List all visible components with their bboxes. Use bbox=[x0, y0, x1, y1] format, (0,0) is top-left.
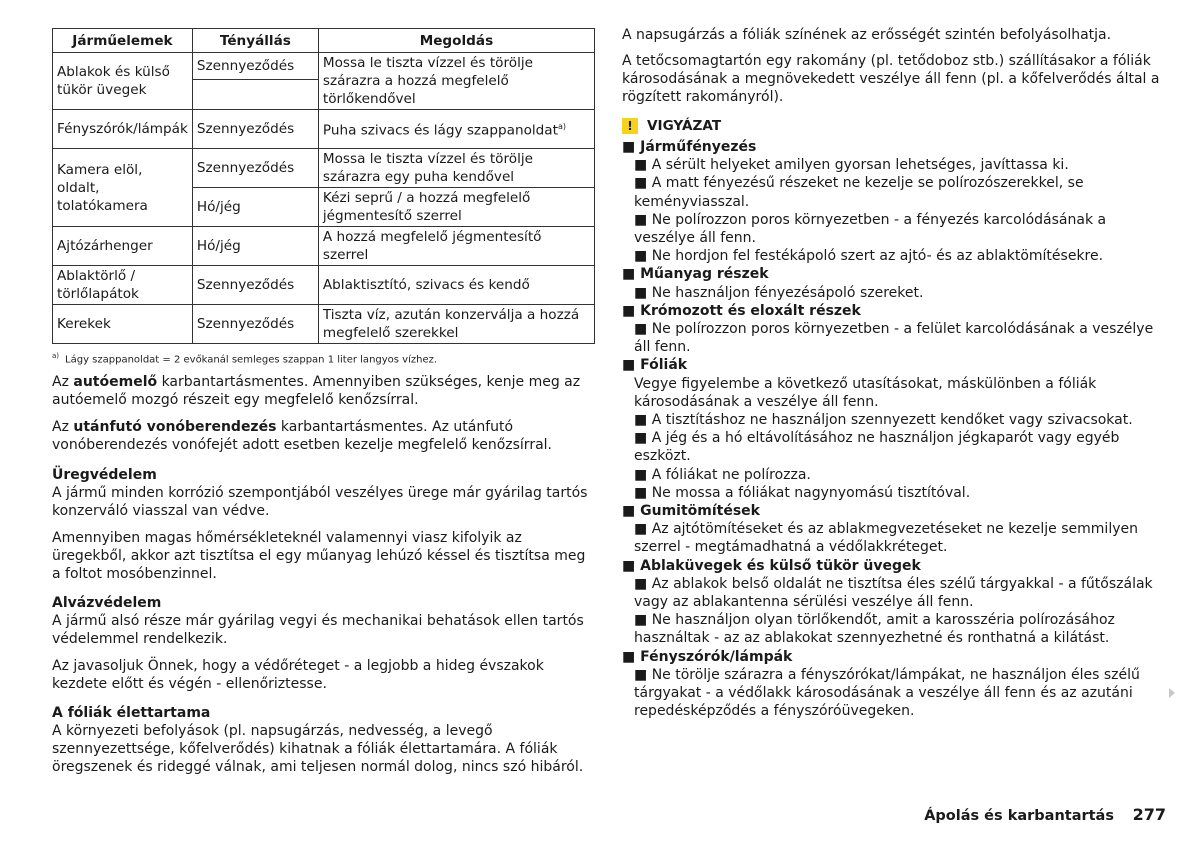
paragraph-wax: Amennyiben magas hőmérsékleteknél valamennyi viasz kifolyik az üregekből, akkor azt tisztítsa el egy műanyag lehúzó késsel és tisztítsa meg a foltot mosóbenzinnel. bbox=[52, 530, 586, 583]
list-item: ■ A tisztításhoz ne használjon szennyezett kendőket vagy szivacsokat. bbox=[634, 412, 1133, 429]
paragraph-foils: A környezeti befolyások (pl. napsugárzás, nedvesség, a levegő szennyezettsége, kőfelverődés) kihatnak a fóliák élettartamára. A fóliák öregszenek és rideggé válnak, ami teljesen normál dolog, nincs szó hibáról. bbox=[52, 723, 584, 776]
cell-solution: Mossa le tiszta vízzel és törölje szárazra a hozzá megfelelő törlőkendővel bbox=[318, 53, 594, 110]
cell-solution: Ablaktisztító, szivacs és kendő bbox=[318, 266, 594, 305]
cell-state-empty bbox=[192, 80, 318, 110]
section-title: ■ Fóliák bbox=[622, 357, 688, 374]
list-item: ■ A sérült helyeket amilyen gyorsan lehetséges, javíttassa ki. bbox=[634, 157, 1069, 174]
warning-section-paint bbox=[622, 138, 1167, 265]
heading-cavity: Üregvédelem bbox=[52, 467, 157, 484]
table-footnote bbox=[52, 352, 595, 365]
list-item: ■ Ne polírozzon poros környezetben - a fényezés karcolódásának a veszélye áll fenn. bbox=[634, 211, 1107, 247]
header-state: Tényállás bbox=[192, 29, 318, 53]
text: Az bbox=[52, 374, 74, 391]
list-item: ■ Az ablakok belső oldalát ne tisztítsa éles szélű tárgyakkal - a fűtőszálak vagy az ablakantenna sérülési veszélye áll fenn. bbox=[634, 575, 1153, 611]
heading-underbody: Alvázvédelem bbox=[52, 595, 162, 612]
left-column bbox=[52, 28, 595, 783]
cell-element: Ajtózárhenger bbox=[53, 227, 193, 266]
paragraph-check: Az javasoljuk Önnek, hogy a védőréteget - a legjobb a hideg évszakok kezdete előtt és végén - ellenőriztesse. bbox=[52, 658, 544, 693]
bold-term: utánfutó vonóberendezés bbox=[73, 419, 277, 436]
heading-foils: A fóliák élettartama bbox=[52, 705, 211, 722]
list-item: ■ Ne hordjon fel festékápoló szert az ajtó- és az ablaktömítésekre. bbox=[634, 248, 1104, 265]
header-solution: Megoldás bbox=[318, 29, 594, 53]
cell-solution: Kézi seprű / a hozzá megfelelő jégmentesítő szerrel bbox=[318, 188, 594, 227]
list-item: ■ A matt fényezésű részeket ne kezelje se polírozószerekkel, se keményviasszal. bbox=[634, 175, 1084, 210]
cell-solution bbox=[318, 110, 594, 149]
paragraph-towbar bbox=[52, 418, 595, 454]
cell-solution: Mossa le tiszta vízzel és törölje szárazra egy puha kendővel bbox=[318, 149, 594, 188]
cell-element: Ablaktörlő / törlőlapátok bbox=[53, 266, 193, 305]
list-item: ■ Az ajtótömítéseket és az ablakmegvezetéseket ne kezelje semmilyen szerrel - megtámadhatná a védőlakkréteget. bbox=[634, 521, 1138, 556]
warning-section-lights bbox=[622, 648, 1167, 721]
cell-state: Hó/jég bbox=[192, 227, 318, 266]
section-title: ■ Ablaküvegek és külső tükör üvegek bbox=[622, 557, 921, 574]
cell-element: Kerekek bbox=[53, 305, 193, 344]
continue-arrow-icon bbox=[1169, 688, 1175, 698]
list-item: ■ A fóliákat ne polírozza. bbox=[634, 466, 811, 483]
text: karbantartásmentes. Az utánfutó vonóberendezés vonófejét adott esetben kezelje megfelelő kenőzsírral. bbox=[52, 419, 552, 454]
cell-element: Fényszórók/lámpák bbox=[53, 110, 193, 149]
section-intro: Vegye figyelembe a következő utasításokat, máskülönben a fóliák károsodásának a veszélye áll fenn. bbox=[634, 375, 1097, 410]
warning-header bbox=[622, 118, 1167, 134]
warning-section-chrome bbox=[622, 302, 1167, 357]
table-row bbox=[53, 149, 595, 188]
text: Az bbox=[52, 419, 74, 436]
table-row bbox=[53, 266, 595, 305]
care-table bbox=[52, 28, 595, 344]
footnote-text: Lágy szappanoldat = 2 evőkanál semleges szappan 1 liter langyos vízhez. bbox=[65, 354, 438, 366]
warning-title: VIGYÁZAT bbox=[647, 118, 722, 134]
solution-text: Puha szivacs és lágy szappanoldat bbox=[322, 122, 558, 139]
header-element: Járműelemek bbox=[53, 29, 193, 53]
footnote-ref: a) bbox=[557, 122, 566, 132]
cell-state: Szennyeződés bbox=[192, 266, 318, 305]
cell-state: Szennyeződés bbox=[192, 53, 318, 80]
list-item: ■ Ne használjon fényezésápoló szereket. bbox=[634, 284, 924, 301]
warning-icon: ! bbox=[622, 118, 638, 134]
cell-state: Szennyeződés bbox=[192, 110, 318, 149]
footnote-mark: a) bbox=[52, 352, 60, 360]
section-title: ■ Járműfényezés bbox=[622, 139, 757, 155]
table-row bbox=[53, 227, 595, 266]
bold-term: autóemelő bbox=[73, 374, 158, 391]
cell-solution: A hozzá megfelelő jégmentesítő szerrel bbox=[318, 227, 594, 266]
cell-solution: Tiszta víz, azután konzerválja a hozzá megfelelő szerekkel bbox=[318, 305, 594, 344]
table-row bbox=[53, 305, 595, 344]
warning-section-windows bbox=[622, 557, 1167, 648]
right-column bbox=[622, 26, 1167, 721]
list-item: ■ Ne mossa a fóliákat nagynyomású tisztítóval. bbox=[634, 484, 971, 501]
paragraph-roofbox: A tetőcsomagtartón egy rakomány (pl. tetődoboz stb.) szállításakor a fóliák károsodásának a megnövekedett veszélye áll fenn (pl. a kőfelverődés által a rögzített rakományról). bbox=[622, 53, 1160, 105]
list-item: ■ Ne polírozzon poros környezetben - a felület karcolódásának a veszélye áll fenn. bbox=[634, 321, 1154, 356]
warning-section-seals bbox=[622, 502, 1167, 557]
cell-element: Ablakok és külső tükör üvegek bbox=[53, 53, 193, 110]
warning-section-plastic bbox=[622, 265, 1167, 301]
list-item: ■ Ne használjon olyan törlőkendőt, amit a karosszéria polírozásához használtak - az az ablakokat szennyezhetné és ronthatná a kilátást. bbox=[634, 612, 1115, 647]
paragraph-underbody: A jármű alsó része már gyárilag vegyi és mechanikai behatások ellen tartós védelemmel rendelkezik. bbox=[52, 613, 584, 648]
section-title: ■ Műanyag részek bbox=[622, 266, 769, 283]
text: karbantartásmentes. Amennyiben szükséges, kenje meg az autóemelő mozgó részeit egy megfelelő kenőzsírral. bbox=[52, 374, 581, 409]
table-row bbox=[53, 110, 595, 149]
paragraph-jack bbox=[52, 373, 595, 409]
cell-state: Szennyeződés bbox=[192, 305, 318, 344]
table-row bbox=[53, 53, 595, 80]
table-header-row bbox=[53, 29, 595, 53]
footer-section-name: Ápolás és karbantartás bbox=[924, 808, 1114, 824]
page-number: 277 bbox=[1132, 805, 1166, 824]
paragraph-cavity: A jármű minden korrózió szempontjából veszélyes üregе már gyárilag tartós konzerváló viasszal van védve. bbox=[52, 485, 588, 520]
section-title: ■ Fényszórók/lámpák bbox=[622, 648, 793, 665]
cell-state: Szennyeződés bbox=[192, 149, 318, 188]
list-item: ■ A jég és a hó eltávolításához ne használjon jégkaparót vagy egyéb eszközt. bbox=[634, 430, 1120, 465]
paragraph-sun: A napsugárzás a fóliák színének az erősségét szintén befolyásolhatja. bbox=[622, 27, 1112, 43]
cell-element: Kamera elöl, oldalt, tolatókamera bbox=[53, 149, 193, 227]
cell-state: Hó/jég bbox=[192, 188, 318, 227]
section-title: ■ Gumitömítések bbox=[622, 503, 760, 520]
page-footer bbox=[924, 805, 1166, 824]
list-item: ■ Ne törölje szárazra a fényszórókat/lámpákat, ne használjon éles szélű tárgyakat - a védőlakk károsodásának a veszélye áll fenn és az azutáni repedésképződés a fényszóróüvegeken. bbox=[634, 666, 1140, 720]
warning-section-foils bbox=[622, 356, 1167, 502]
section-title: ■ Krómozott és eloxált részek bbox=[622, 302, 861, 319]
